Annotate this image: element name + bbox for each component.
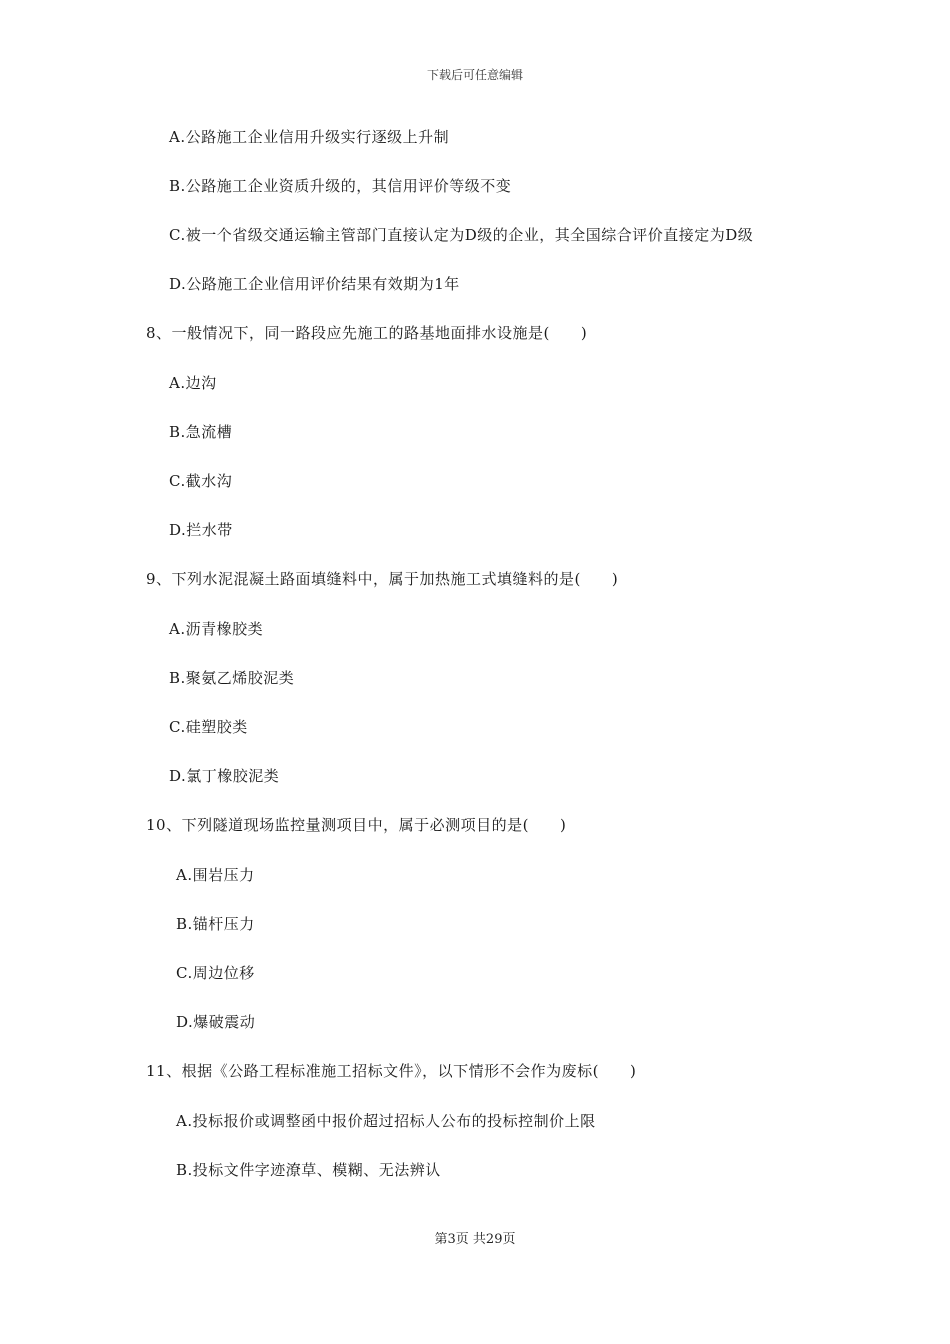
question-11-option-a: A.投标报价或调整函中报价超过招标人公布的投标控制价上限 xyxy=(176,1112,596,1130)
prev-option-c: C.被一个省级交通运输主管部门直接认定为D级的企业，其全国综合评价直接定为D级 xyxy=(169,226,754,244)
question-11-option-b: B.投标文件字迹潦草、模糊、无法辨认 xyxy=(176,1161,441,1179)
question-10-option-c: C.周边位移 xyxy=(176,964,255,982)
question-9-option-b: B.聚氨乙烯胶泥类 xyxy=(169,669,295,687)
question-10-option-a: A.围岩压力 xyxy=(176,866,255,884)
question-9-option-d: D.氯丁橡胶泥类 xyxy=(169,767,280,785)
question-9-stem: 9、下列水泥混凝土路面填缝料中，属于加热施工式填缝料的是( ) xyxy=(146,570,619,588)
question-8-option-d: D.拦水带 xyxy=(169,521,233,539)
question-8-option-c: C.截水沟 xyxy=(169,472,233,490)
question-10-option-d: D.爆破震动 xyxy=(176,1013,256,1031)
question-8-option-a: A.边沟 xyxy=(169,374,217,392)
question-8-option-b: B.急流槽 xyxy=(169,423,233,441)
question-8-stem: 8、一般情况下，同一路段应先施工的路基地面排水设施是( ) xyxy=(146,324,588,342)
question-9-option-a: A.沥青橡胶类 xyxy=(169,620,264,638)
question-10-option-b: B.锚杆压力 xyxy=(176,915,255,933)
page-header: 下载后可任意编辑 xyxy=(426,68,523,82)
page-footer: 第3页 共29页 xyxy=(434,1232,516,1247)
prev-option-b: B.公路施工企业资质升级的，其信用评价等级不变 xyxy=(169,177,512,195)
question-9-option-c: C.硅塑胶类 xyxy=(169,718,248,736)
question-10-stem: 10、下列隧道现场监控量测项目中，属于必测项目的是( ) xyxy=(146,816,567,834)
prev-option-d: D.公路施工企业信用评价结果有效期为1年 xyxy=(169,275,460,293)
prev-option-a: A.公路施工企业信用升级实行逐级上升制 xyxy=(169,128,450,146)
question-11-stem: 11、根据《公路工程标准施工招标文件》，以下情形不会作为废标( ) xyxy=(146,1062,637,1080)
